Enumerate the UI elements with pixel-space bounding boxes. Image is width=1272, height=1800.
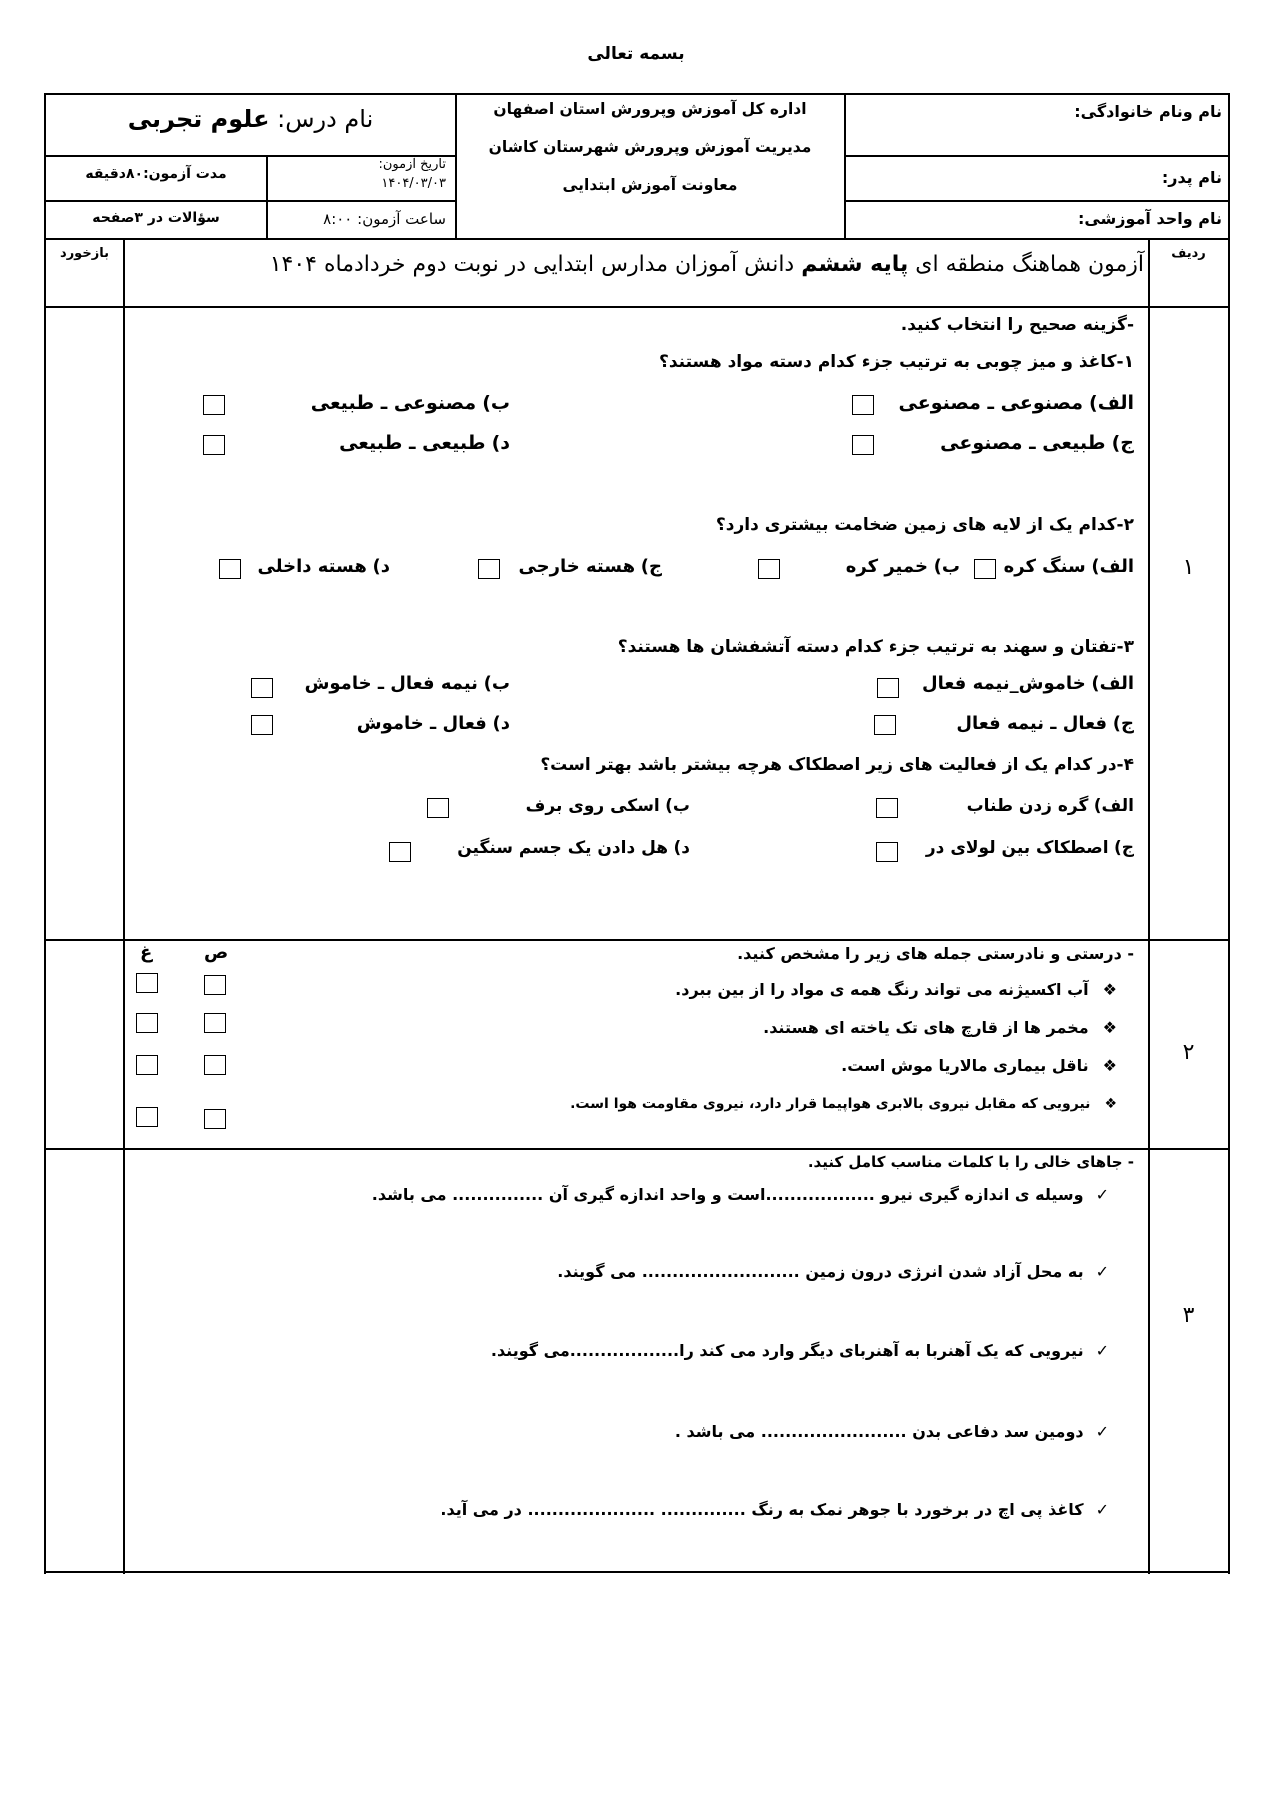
org-line-1: اداره کل آموزش وپرورش استان اصفهان <box>493 100 807 118</box>
option-label: نیمه فعال ـ خاموش <box>304 673 478 694</box>
fill-blank-item-1 <box>372 1185 1109 1204</box>
exam-title-part2: دانش آموزان مدارس ابتدایی در نوبت دوم خردادماه ۱۴۰۴ <box>269 252 795 277</box>
feedback-column-header: بازخورد <box>60 246 109 261</box>
option-prefix: ب) <box>482 392 510 414</box>
option-prefix: د) <box>372 556 390 577</box>
item-text: کاغذ پی اچ در برخورد با جوهر نمک به رنگ .............. ..................... در می آید. <box>440 1500 1084 1519</box>
question-3-option-b <box>305 673 510 694</box>
option-prefix: ج) <box>640 556 662 577</box>
question-2-text: ۲-کدام یک از لایه های زمین ضخامت بیشتری دارد؟ <box>715 515 1134 535</box>
question-1-option-a-checkbox[interactable] <box>852 395 874 415</box>
exam-date-label: تاریخ آزمون: <box>378 157 446 172</box>
section-3-number: ۳ <box>1182 1303 1195 1328</box>
true-false-item-1 <box>675 980 1117 999</box>
question-1-option-c <box>940 432 1134 454</box>
question-2-option-c-checkbox[interactable] <box>478 559 500 579</box>
question-3-option-a <box>922 673 1134 694</box>
exam-title-part1: آزمون هماهنگ منطقه ای <box>915 252 1144 277</box>
exam-time: ساعت آزمون: ۸:۰۰ <box>323 210 446 228</box>
option-prefix: ج) <box>1112 713 1134 734</box>
option-label: خاموش_نیمه فعال <box>921 673 1086 694</box>
instruction-part3: مشخص کنید. <box>737 944 840 963</box>
subject-line <box>46 105 455 133</box>
row-column-header: ردیف <box>1171 246 1206 261</box>
bullet-icon: ❖ <box>1102 980 1117 999</box>
page-heading: بسمه تعالی <box>587 44 685 64</box>
option-prefix: ب) <box>483 673 510 694</box>
question-4-text: ۴-در کدام یک از فعالیت های زیر اصطکاک هرچه بیشتر باشد بهتر است؟ <box>540 755 1134 775</box>
option-prefix: ب) <box>933 556 960 577</box>
bullet-icon: ❖ <box>1102 1056 1117 1075</box>
option-label: مصنوعی ـ مصنوعی <box>898 392 1083 414</box>
fill-blank-item-5 <box>440 1500 1109 1519</box>
question-3-option-d-checkbox[interactable] <box>251 715 273 735</box>
option-prefix: ج) <box>1113 838 1134 858</box>
item-text: دومین سد دفاعی بدن ........................ می باشد . <box>674 1422 1084 1441</box>
question-4-option-a <box>967 796 1134 816</box>
question-3-option-a-checkbox[interactable] <box>877 678 899 698</box>
question-3-option-d <box>357 713 510 734</box>
option-prefix: ب) <box>665 796 690 816</box>
option-label: خمیر کره <box>845 556 928 577</box>
question-4-option-d-checkbox[interactable] <box>389 842 411 862</box>
option-label: فعال ـ خاموش <box>356 713 487 734</box>
check-icon: ✓ <box>1095 1262 1109 1281</box>
question-1-option-b-checkbox[interactable] <box>203 395 225 415</box>
subject-label: نام درس: <box>277 105 374 133</box>
item-2-true-checkbox[interactable] <box>204 1013 226 1033</box>
option-label: هسته خارجی <box>518 556 636 577</box>
check-icon: ✓ <box>1095 1422 1109 1441</box>
fill-blank-item-2 <box>557 1262 1109 1281</box>
bullet-icon: ❖ <box>1102 1018 1117 1037</box>
option-prefix: الف) <box>1089 392 1134 414</box>
question-2-option-d <box>258 556 390 577</box>
fill-blank-item-3 <box>491 1341 1109 1360</box>
question-3-text: ۳-تفتان و سهند به ترتیب جزء کدام دسته آتشفشان ها هستند؟ <box>617 637 1134 657</box>
option-label: اصطکاک بین لولای در <box>925 838 1109 858</box>
instruction-part1: - درستی و نادرستی <box>976 944 1134 963</box>
bullet-icon: ❖ <box>1104 1096 1117 1112</box>
section-1-number: ۱ <box>1182 555 1195 580</box>
question-1-option-d <box>339 432 510 454</box>
school-label: نام واحد آموزشی: <box>1077 209 1222 228</box>
option-label: هل دادن یک جسم سنگین <box>457 838 669 858</box>
option-prefix: د) <box>673 838 690 858</box>
question-1-option-d-checkbox[interactable] <box>203 435 225 455</box>
question-3-option-c <box>956 713 1134 734</box>
question-1-option-a <box>899 392 1134 414</box>
exam-title-grade: پایه ششم <box>801 252 909 277</box>
duration: مدت آزمون:۸۰دقیقه <box>85 166 227 182</box>
item-1-true-checkbox[interactable] <box>204 975 226 995</box>
item-text: ناقل بیماری مالاریا موش است. <box>841 1056 1089 1075</box>
question-2-option-d-checkbox[interactable] <box>219 559 241 579</box>
question-4-option-b <box>526 796 690 816</box>
option-prefix: الف) <box>1093 796 1134 816</box>
check-icon: ✓ <box>1095 1500 1109 1519</box>
section-3-instruction: - جاهای خالی را با کلمات مناسب کامل کنید. <box>807 1153 1134 1171</box>
exam-date-value: ۱۴۰۴/۰۳/۰۳ <box>381 176 446 191</box>
question-4-option-a-checkbox[interactable] <box>876 798 898 818</box>
org-line-3: معاونت آموزش ابتدایی <box>562 176 738 194</box>
student-name-label: نام ونام خانوادگی: <box>1074 102 1222 121</box>
option-label: گره زدن طناب <box>966 796 1089 816</box>
question-2-option-a-checkbox[interactable] <box>974 559 996 579</box>
option-label: هسته داخلی <box>257 556 367 577</box>
exam-title <box>270 252 1144 277</box>
section-2-instruction <box>737 944 1134 963</box>
question-3-option-b-checkbox[interactable] <box>251 678 273 698</box>
question-2-option-c <box>518 556 662 577</box>
father-name-label: نام پدر: <box>1161 168 1222 187</box>
item-4-false-checkbox[interactable] <box>136 1107 158 1127</box>
question-4-option-d <box>457 838 690 858</box>
option-prefix: ج) <box>1111 432 1134 454</box>
true-false-item-3 <box>841 1056 1117 1075</box>
option-label: سنگ کره <box>1003 556 1086 577</box>
option-prefix: الف) <box>1091 673 1134 694</box>
false-column-label: غ <box>140 942 153 963</box>
item-1-false-checkbox[interactable] <box>136 973 158 993</box>
option-label: طبیعی ـ مصنوعی <box>940 432 1106 454</box>
option-prefix: الف) <box>1091 556 1134 577</box>
option-prefix: د) <box>491 432 510 454</box>
option-prefix: د) <box>492 713 510 734</box>
fill-blank-item-4 <box>675 1422 1109 1441</box>
item-text: وسیله ی اندازه گیری نیرو ..................است و واحد اندازه گیری آن ............... می باشد. <box>371 1185 1084 1204</box>
pages-count: سؤالات در ۳صفحه <box>92 210 220 226</box>
question-1-text: ۱-کاغذ و میز چوبی به ترتیب جزء کدام دسته مواد هستند؟ <box>659 352 1134 372</box>
section-1-instruction: -گزینه صحیح را انتخاب کنید. <box>900 315 1134 335</box>
item-text: آب اکسیژنه می تواند رنگ همه ی مواد را از بین ببرد. <box>675 980 1089 999</box>
item-2-false-checkbox[interactable] <box>136 1013 158 1033</box>
option-label: فعال ـ نیمه فعال <box>956 713 1108 734</box>
question-1-option-c-checkbox[interactable] <box>852 435 874 455</box>
item-3-false-checkbox[interactable] <box>136 1055 158 1075</box>
check-icon: ✓ <box>1095 1341 1109 1360</box>
question-2-option-b <box>846 556 960 577</box>
question-4-option-b-checkbox[interactable] <box>427 798 449 818</box>
question-3-option-c-checkbox[interactable] <box>874 715 896 735</box>
item-3-true-checkbox[interactable] <box>204 1055 226 1075</box>
true-column-label: ص <box>204 942 229 963</box>
org-line-2: مدیریت آموزش وپرورش شهرستان کاشان <box>488 138 812 156</box>
section-2-number: ۲ <box>1182 1040 1195 1065</box>
item-text: مخمر ها از قارچ های تک یاخته ای هستند. <box>763 1018 1089 1037</box>
item-text: نیرویی که یک آهنربا به آهنربای دیگر وارد می کند را..................می گویند. <box>490 1341 1084 1360</box>
question-2-option-b-checkbox[interactable] <box>758 559 780 579</box>
question-1-option-b <box>311 392 510 414</box>
item-text: به محل آزاد شدن انرژی درون زمین .......................... می گویند. <box>557 1262 1084 1281</box>
option-label: طبیعی ـ طبیعی <box>339 432 486 454</box>
item-text: نیرویی که مقابل نیروی بالابری هواپیما قرار دارد، نیروی مقاومت هوا است. <box>570 1096 1091 1112</box>
question-4-option-c <box>926 838 1134 858</box>
subject-value: علوم تجربی <box>127 105 270 133</box>
instruction-part2: جمله های زیر را <box>845 944 972 963</box>
option-label: اسکی روی برف <box>525 796 660 816</box>
question-4-option-c-checkbox[interactable] <box>876 842 898 862</box>
question-2-option-a <box>1004 556 1134 577</box>
check-icon: ✓ <box>1095 1185 1109 1204</box>
item-4-true-checkbox[interactable] <box>204 1109 226 1129</box>
true-false-item-4 <box>570 1096 1117 1112</box>
option-label: مصنوعی ـ طبیعی <box>310 392 477 414</box>
true-false-item-2 <box>763 1018 1117 1037</box>
